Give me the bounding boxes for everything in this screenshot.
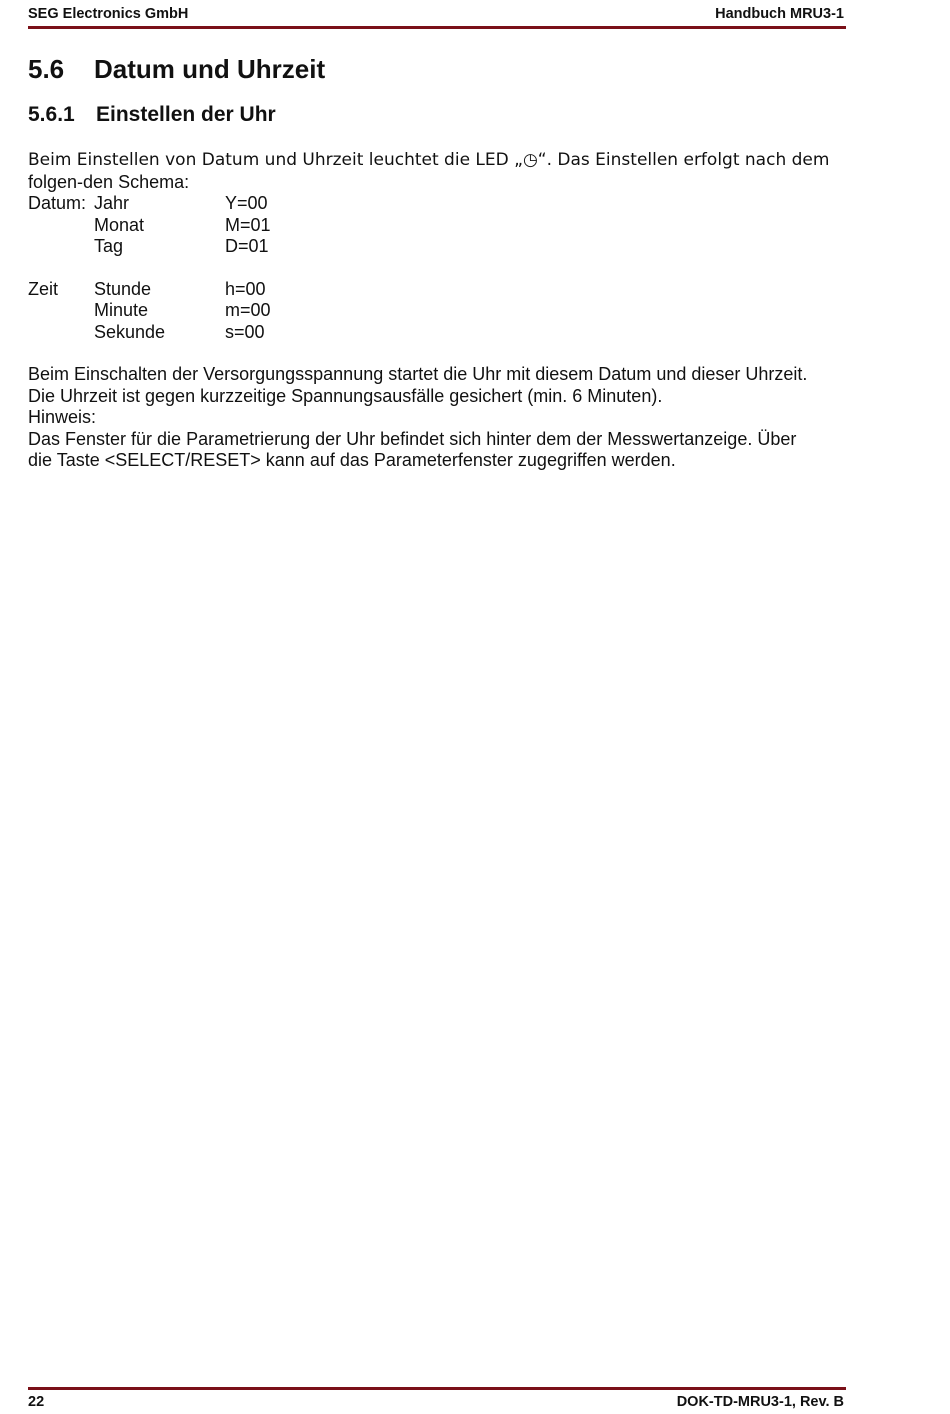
subsection-heading — [28, 103, 276, 127]
intro-text-before: Beim Einstellen von Datum und Uhrzeit leuchtet die LED „ — [28, 150, 523, 170]
manual-title: Handbuch MRU3-1 — [715, 6, 844, 22]
intro-line-1 — [28, 150, 838, 172]
schema-field-name: Minute — [94, 300, 149, 320]
paragraph-line: die Taste <SELECT/RESET> kann auf das Parameterfenster zugegriffen werden. — [28, 450, 676, 470]
schema-field-value: s=00 — [225, 321, 265, 342]
paragraph-line: Das Fenster für die Parametrierung der Uhr befindet sich hinter dem der Messwertanzeige. Über — [28, 428, 797, 449]
page-header — [28, 6, 846, 29]
note-label: Hinweis: — [28, 407, 97, 427]
document-id: DOK-TD-MRU3-1, Rev. B — [676, 1394, 844, 1410]
paragraph-line: Beim Einschalten der Versorgungsspannung startet die Uhr mit diesem Datum und dieser Uhrzeit. — [28, 364, 808, 384]
schema-field-value: D=01 — [225, 236, 269, 256]
date-label: Datum: — [28, 193, 87, 213]
schema-field-name: Tag — [94, 236, 124, 256]
body-text — [28, 150, 838, 472]
section-title: Datum und Uhrzeit — [94, 54, 326, 84]
spacer — [28, 258, 838, 279]
schema-field-name: Jahr — [94, 193, 130, 213]
clock-icon: ◷ — [522, 150, 538, 170]
schema-field-value: Y=00 — [225, 193, 268, 213]
subsection-title: Einstellen der Uhr — [96, 103, 276, 126]
schema-field-name: Stunde — [94, 278, 152, 299]
intro-text-after: “. Das Einstellen erfolgt nach dem — [537, 150, 830, 170]
schema-field-value: m=00 — [225, 300, 271, 320]
schema-field-name: Monat — [94, 214, 145, 235]
schema-row — [28, 236, 838, 258]
schema-field-value: M=01 — [225, 214, 271, 235]
time-label: Zeit — [28, 278, 59, 299]
page-footer — [28, 1387, 846, 1414]
paragraph-line: Die Uhrzeit ist gegen kurzzeitige Spannungsausfälle gesichert (min. 6 Minuten). — [28, 385, 663, 406]
schema-row — [28, 215, 838, 237]
subsection-number: 5.6.1 — [28, 103, 75, 126]
page-number: 22 — [28, 1394, 45, 1410]
section-number: 5.6 — [28, 54, 65, 84]
spacer — [28, 343, 838, 364]
company-name: SEG Electronics GmbH — [28, 6, 189, 22]
intro-line-2: folgen-den Schema: — [28, 171, 190, 192]
schema-field-name: Sekunde — [94, 321, 166, 342]
schema-row — [28, 322, 838, 344]
section-heading — [28, 54, 325, 85]
schema-row — [28, 300, 838, 322]
schema-row — [28, 193, 838, 215]
schema-row — [28, 279, 838, 301]
schema-field-value: h=00 — [225, 278, 266, 299]
